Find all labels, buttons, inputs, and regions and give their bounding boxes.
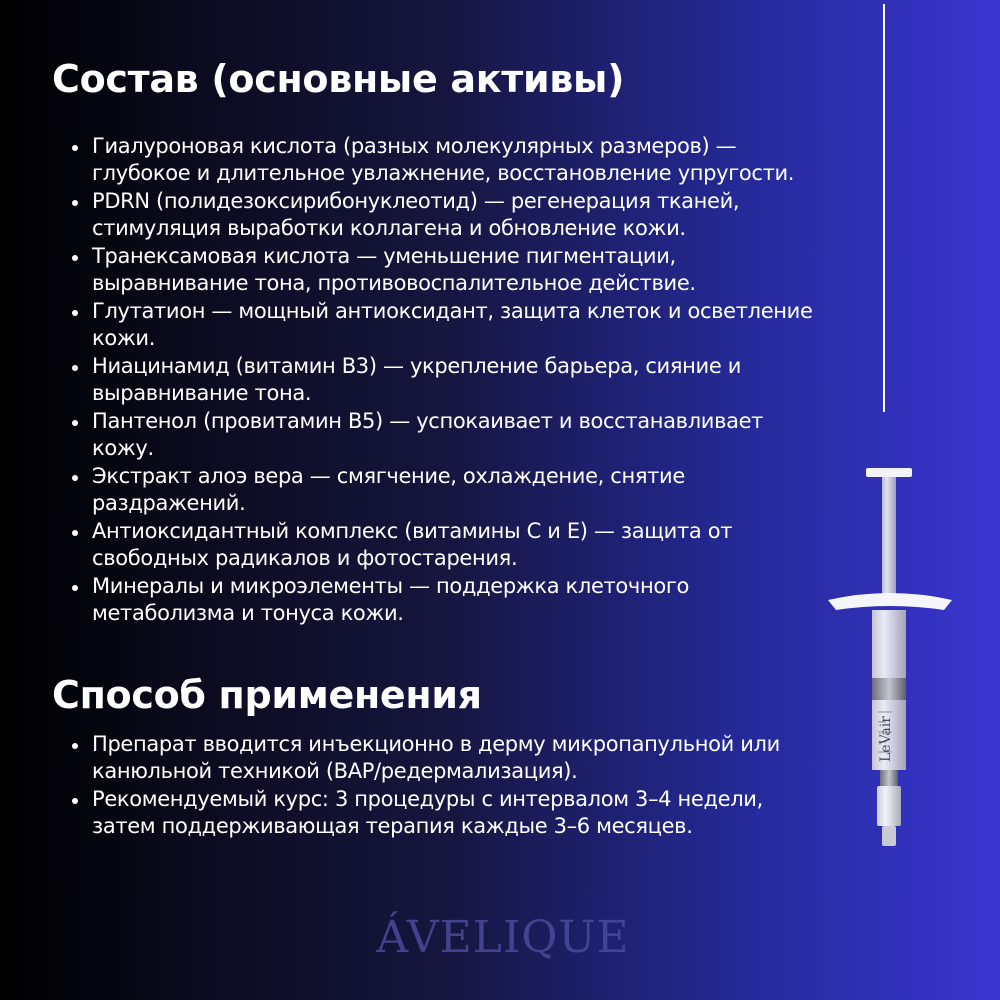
composition-item: PDRN (полидезоксирибонуклеотид) — регенерация тканей, стимуляция выработки коллагена и обновление кожи.: [52, 188, 822, 242]
composition-list: [52, 133, 822, 627]
composition-item: Экстракт алоэ вера — смягчение, охлаждение, снятие раздражений.: [52, 463, 822, 517]
usage-heading: Способ применения: [52, 673, 482, 717]
usage-item: Препарат вводится инъекционно в дерму микропапульной или канюльной техникой (BAP/редермализация).: [52, 731, 822, 785]
composition-item: Антиоксидантный комплекс (витамины C и E) — защита от свободных радикалов и фотостарения.: [52, 518, 822, 572]
composition-item: Пантенол (провитамин B5) — успокаивает и восстанавливает кожу.: [52, 408, 822, 462]
composition-item: Гиалуроновая кислота (разных молекулярных размеров) — глубокое и длительное увлажнение, восстановление упругости.: [52, 133, 822, 187]
syringe-image: [820, 462, 960, 862]
composition-item: Транексамовая кислота — уменьшение пигментации, выравнивание тона, противовоспалительное действие.: [52, 243, 822, 297]
composition-item: Минералы и микроэлементы — поддержка клеточного метаболизма и тонуса кожи.: [52, 573, 822, 627]
brand-logo: ÁVELIQUE: [376, 912, 630, 963]
composition-item: Ниацинамид (витамин B3) — укрепление барьера, сияние и выравнивание тона.: [52, 353, 822, 407]
usage-item: Рекомендуемый курс: 3 процедуры с интервалом 3–4 недели, затем поддерживающая терапия каждые 3–6 месяцев.: [52, 786, 822, 840]
composition-heading: Состав (основные активы): [52, 57, 625, 101]
vertical-divider-line: [883, 4, 885, 412]
syringe-label-text: LeVair: [878, 716, 894, 762]
usage-list: [52, 731, 822, 840]
composition-item: Глутатион — мощный антиоксидант, защита клеток и осветление кожи.: [52, 298, 822, 352]
content-panel: [52, 48, 822, 841]
